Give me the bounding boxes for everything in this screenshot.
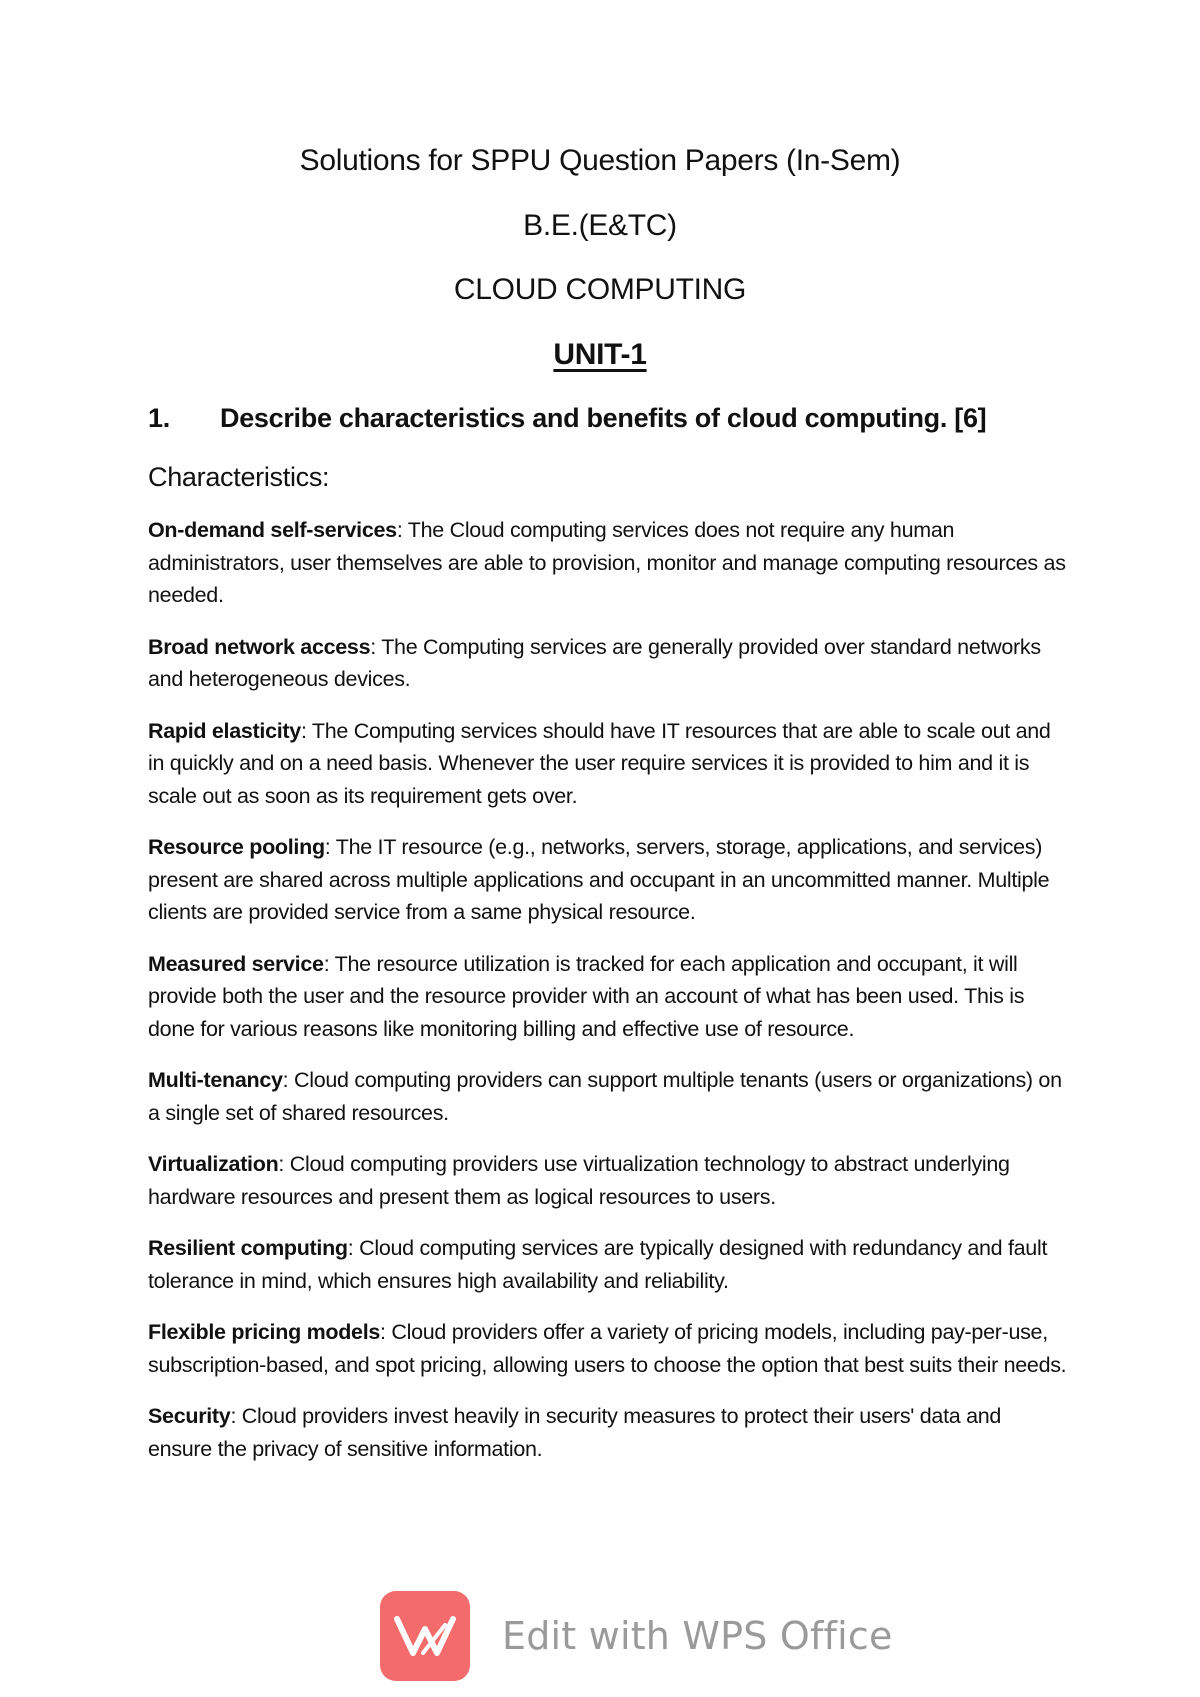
list-item bbox=[148, 831, 1068, 929]
unit-heading: UNIT-1 bbox=[553, 338, 647, 371]
item-term: Rapid elasticity bbox=[148, 718, 301, 743]
item-term: Multi-tenancy bbox=[148, 1068, 283, 1092]
item-term: Resource pooling bbox=[148, 835, 325, 859]
item-text: : Cloud computing providers use virtualization technology to abstract underlying hardware resources and present them as logical resources to users. bbox=[148, 1152, 1010, 1209]
degree-heading: B.E.(E&TC) bbox=[523, 209, 677, 242]
section-title: Characteristics: bbox=[148, 462, 330, 492]
wps-logo-icon bbox=[380, 1591, 470, 1681]
list-item bbox=[148, 514, 1068, 612]
list-item bbox=[148, 1148, 1068, 1213]
item-term: On-demand self-services bbox=[148, 518, 397, 542]
list-item bbox=[148, 631, 1068, 696]
list-item bbox=[148, 1400, 1068, 1465]
list-item bbox=[148, 715, 1068, 813]
document-title: Solutions for SPPU Question Papers (In-Sem) bbox=[299, 144, 901, 177]
question-heading bbox=[148, 403, 1068, 434]
wps-watermark[interactable] bbox=[380, 1590, 893, 1682]
list-item bbox=[148, 1064, 1068, 1129]
item-term: Resilient computing bbox=[148, 1236, 348, 1260]
item-text: : The Computing services are generally provided over standard networks and heterogeneous devices. bbox=[148, 634, 1041, 691]
list-item bbox=[148, 948, 1068, 1046]
item-term: Security bbox=[148, 1404, 231, 1428]
item-term: Broad network access bbox=[148, 634, 371, 659]
question-number: 1. bbox=[148, 403, 170, 433]
subject-heading: CLOUD COMPUTING bbox=[453, 273, 747, 306]
wps-edit-label: Edit with WPS Office bbox=[502, 1614, 893, 1658]
item-term: Measured service bbox=[148, 951, 324, 976]
item-text: : The Computing services should have IT resources that are able to scale out and in quickly and on a need basis. Whenever the user require services it is provided to him and it is scale out as soon as its requirement gets over. bbox=[148, 718, 1051, 808]
item-term: Virtualization bbox=[148, 1152, 279, 1176]
question-text: Describe characteristics and benefits of cloud computing. [6] bbox=[220, 403, 987, 433]
item-text: : Cloud providers offer a variety of pricing models, including pay-per-use, subscription-based, and spot pricing, allowing users to choose the option that best suits their needs. bbox=[148, 1320, 1067, 1377]
item-text: : The IT resource (e.g., networks, servers, storage, applications, and services) present are shared across multiple applications and occupant in an uncommitted manner. Multiple clients are provided service from a same physical resource. bbox=[148, 835, 1050, 924]
item-text: : Cloud providers invest heavily in security measures to protect their users' data and ensure the privacy of sensitive information. bbox=[148, 1404, 1002, 1461]
characteristics-list bbox=[148, 514, 1068, 1484]
item-text: : The resource utilization is tracked for each application and occupant, it will provide both the user and the resource provider with an account of what has been used. This is done for various reasons like monitoring billing and effective use of resource. bbox=[148, 951, 1025, 1041]
list-item bbox=[148, 1316, 1068, 1381]
item-text: : Cloud computing services are typically designed with redundancy and fault tolerance in mind, which ensures high availability and reliability. bbox=[148, 1236, 1048, 1293]
item-term: Flexible pricing models bbox=[148, 1320, 381, 1344]
item-text: : The Cloud computing services does not require any human administrators, user themselves are able to provision, monitor and manage computing resources as needed. bbox=[148, 518, 1066, 607]
item-text: : Cloud computing providers can support multiple tenants (users or organizations) on a single set of shared resources. bbox=[148, 1068, 1062, 1125]
list-item bbox=[148, 1232, 1068, 1297]
